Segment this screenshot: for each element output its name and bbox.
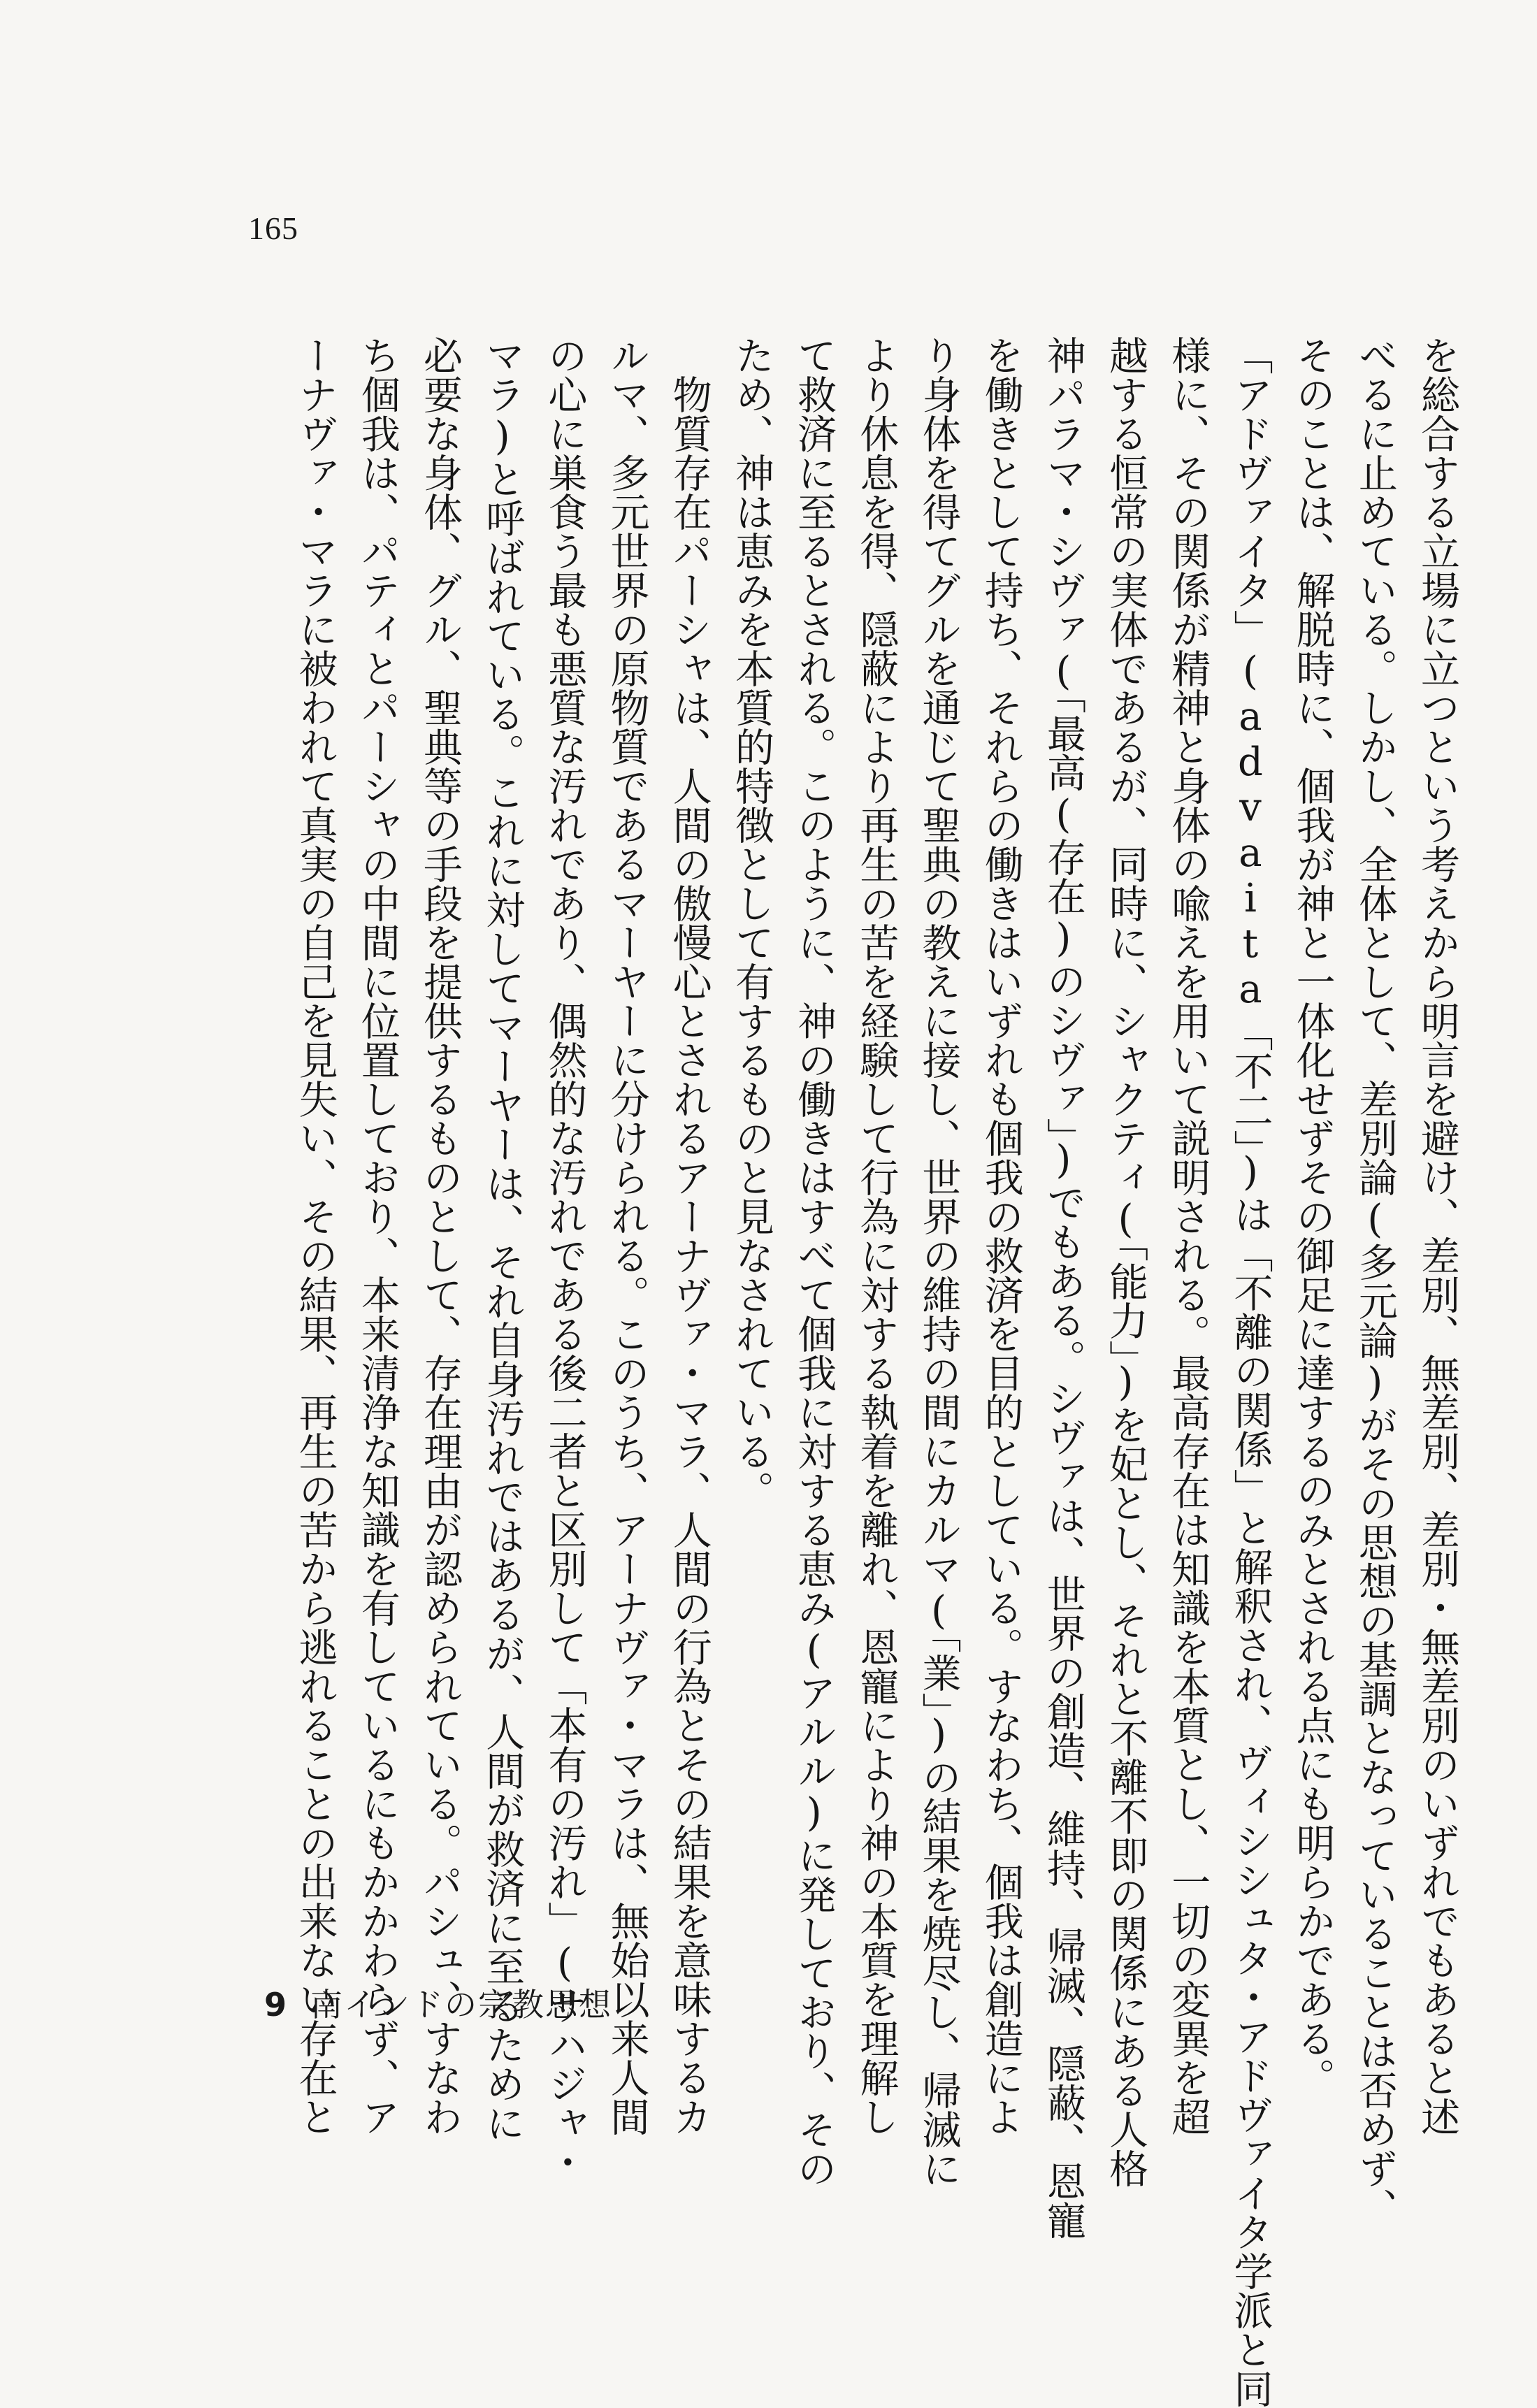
text-line: 様に、その関係が精神と身体の喩えを用いて説明される。最高存在は知識を本質とし、一切の変異を超 xyxy=(1165,336,1211,2136)
text-line: より休息を得、隠蔽により再生の苦を経験して行為に対する執着を離れ、恩寵により神の本質を理解し xyxy=(853,336,900,2136)
text-line: 物質存在パーシャは、人間の傲慢心とされるアーナヴァ・マラ、人間の行為とその結果を意味するカ xyxy=(666,336,712,2136)
text-line: の心に巣食う最も悪質な汚れであり、偶然的な汚れである後二者と区別して「本有の汚れ」(サハジャ・ xyxy=(542,336,588,2182)
running-footer xyxy=(264,1980,612,2026)
text-line: 越する恒常の実体であるが、同時に、シャクティ(「能力」)を妃とし、それと不離不即の関係にある人格 xyxy=(1103,336,1149,2188)
text-line: を働きとして持ち、それらの働きはいずれも個我の救済を目的としている。すなわち、個我は創造によ xyxy=(978,336,1024,2136)
text-line: 必要な身体、グル、聖典等の手段を提供するものとして、存在理由が認められている。パシュ、すなわ xyxy=(417,336,463,2136)
text-line: マラ)と呼ばれている。これに対してマーヤーは、それ自身汚れではあるが、人間が救済に至るために xyxy=(479,336,526,2142)
text-line: り身体を得てグルを通じて聖典の教えに接し、世界の維持の間にカルマ(「業」)の結果を焼尽し、帰滅に xyxy=(916,336,962,2188)
text-line: 「アドヴァイタ」(advaita「不二」)は「不離の関係」と解釈され、ヴィシシュタ・アドヴァイタ学派と同 xyxy=(1227,336,1273,2408)
text-line: て救済に至るとされる。このように、神の働きはすべて個我に対する恵み(アルル)に発しており、その xyxy=(791,336,837,2188)
text-line: ルマ、多元世界の原物質であるマーヤーに分けられる。このうち、アーナヴァ・マラは、無始以来人間 xyxy=(604,336,650,2136)
text-line: そのことは、解脱時に、個我が神と一体化せずその御足に達するのみとされる点にも明らかである。 xyxy=(1290,336,1336,2097)
text-line: ーナヴァ・マラに被われて真実の自己を見失い、その結果、再生の苦から逃れることの出来ない存在と xyxy=(292,336,338,2136)
text-line: ため、神は恵みを本質的特徴として有するものと見なされている。 xyxy=(728,336,774,1510)
text-line: べるに止めている。しかし、全体として、差別論(多元論)がその思想の基調となっていることは否めず、 xyxy=(1352,336,1398,2227)
text-line: を総合する立場に立つという考えから明言を避け、差別、無差別、差別・無差別のいずれでもあると述 xyxy=(1415,336,1460,2136)
chapter-number: 9 xyxy=(264,1986,287,2024)
text-line: 神パラマ・シヴァ(「最高(存在)のシヴァ」)でもある。シヴァは、世界の創造、維持、帰滅、隠蔽、恩寵 xyxy=(1040,336,1086,2240)
page-number: 165 xyxy=(248,210,298,246)
text-line: ち個我は、パティとパーシャの中間に位置しており、本来清浄な知識を有しているにもかかわらず、ア xyxy=(354,336,401,2136)
chapter-title: 南インドの宗教思想 xyxy=(310,1986,613,2024)
